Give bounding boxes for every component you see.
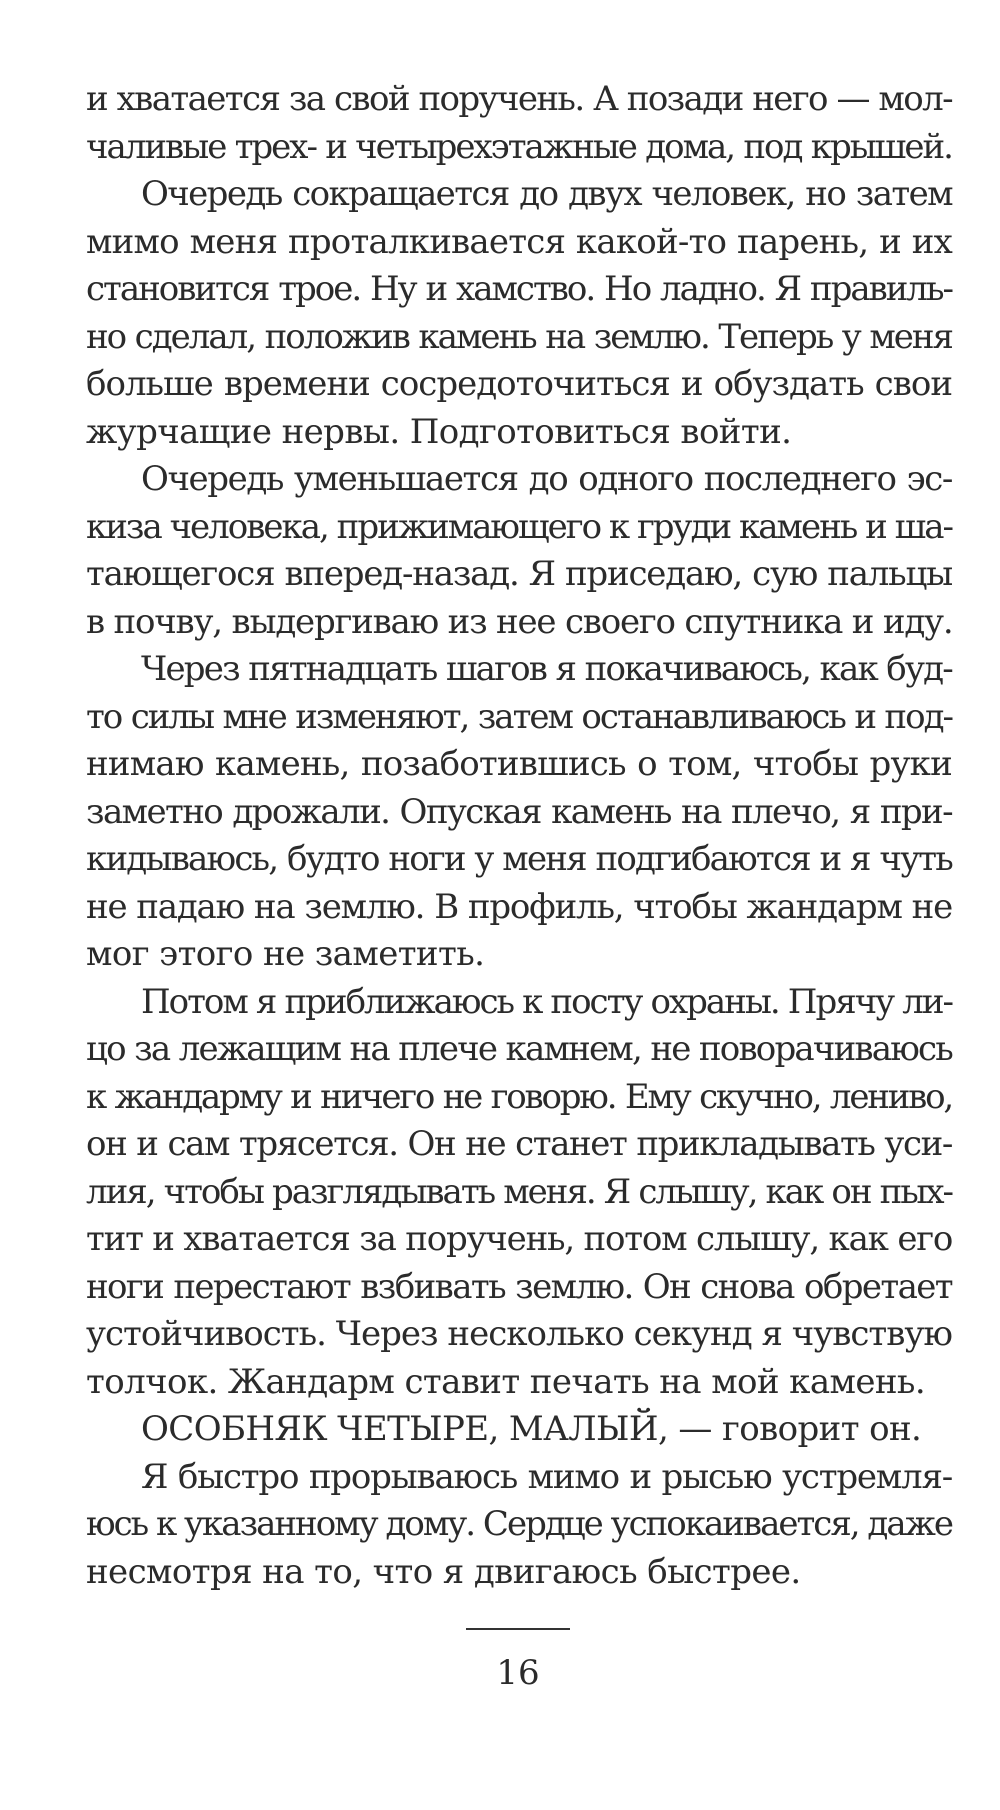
text-line: то силы мне изменяют, затем останавливаюсь и под-: [86, 696, 952, 737]
text-line: Очередь уменьшается до одного последнего эс-: [141, 459, 952, 499]
text-line: мог этого не заметить.: [86, 934, 485, 974]
text-line: чаливые трех- и четырехэтажные дома, под крышей.: [86, 126, 952, 167]
text-line: больше времени сосредоточиться и обуздать свои: [86, 364, 952, 404]
text-line: нимаю камень, позаботившись о том, чтобы руки: [86, 744, 952, 784]
text-line: Через пятнадцать шагов я покачиваюсь, как буд-: [141, 649, 952, 689]
text-line: устойчивость. Через несколько секунд я чувствую: [86, 1314, 952, 1354]
text-line: кидываюсь, будто ноги у меня подгибаются и я чуть: [86, 839, 952, 879]
text-line: юсь к указанному дому. Сердце успокаивается, даже: [86, 1504, 952, 1544]
text-line: толчок. Жандарм ставит печать на мой камень.: [86, 1361, 926, 1402]
text-line: Я быстро прорываюсь мимо и рысью устремля-: [141, 1456, 952, 1497]
section-divider: [466, 1628, 570, 1630]
text-line: но сделал, положив камень на землю. Теперь у меня: [86, 316, 952, 357]
text-line: несмотря на то, что я двигаюсь быстрее.: [86, 1551, 801, 1592]
text-line: Очередь сокращается до двух человек, но затем: [141, 174, 952, 214]
text-line: журчащие нервы. Подготовиться войти.: [86, 411, 792, 452]
text-line: мимо меня проталкивается какой-то парень, и их: [86, 221, 952, 262]
text-line: цо за лежащим на плече камнем, не поворачиваюсь: [86, 1029, 952, 1069]
text-line: заметно дрожали. Опуская камень на плечо, я при-: [86, 791, 952, 832]
text-line: не падаю на землю. В профиль, чтобы жандарм не: [86, 886, 952, 927]
text-line: в почву, выдергиваю из нее своего спутника и иду.: [86, 601, 953, 642]
page-number: 16: [496, 1653, 540, 1693]
text-line: становится трое. Ну и хамство. Но ладно. Я правиль-: [86, 269, 952, 309]
text-line: к жандарму и ничего не говорю. Ему скучно, лениво,: [86, 1076, 952, 1117]
text-line: Потом я приближаюсь к посту охраны. Прячу ли-: [141, 981, 952, 1022]
text-line: тит и хватается за поручень, потом слышу, как его: [86, 1219, 953, 1259]
text-line: ОСОБНЯК ЧЕТЫРЕ, МАЛЫЙ, — говорит он.: [141, 1409, 922, 1449]
text-line: киза человека, прижимающего к груди камень и ша-: [86, 506, 952, 547]
text-line: тающегося вперед-назад. Я приседаю, сую пальцы: [86, 554, 952, 594]
text-line: ноги перестают взбивать землю. Он снова обретает: [86, 1266, 952, 1307]
text-line: лия, чтобы разглядывать меня. Я слышу, как он пых-: [86, 1171, 952, 1212]
text-line: и хватается за свой поручень. А позади него — мол-: [86, 79, 952, 119]
text-line: он и сам трясется. Он не станет прикладывать уси-: [86, 1124, 952, 1164]
body-text: [86, 76, 952, 1596]
